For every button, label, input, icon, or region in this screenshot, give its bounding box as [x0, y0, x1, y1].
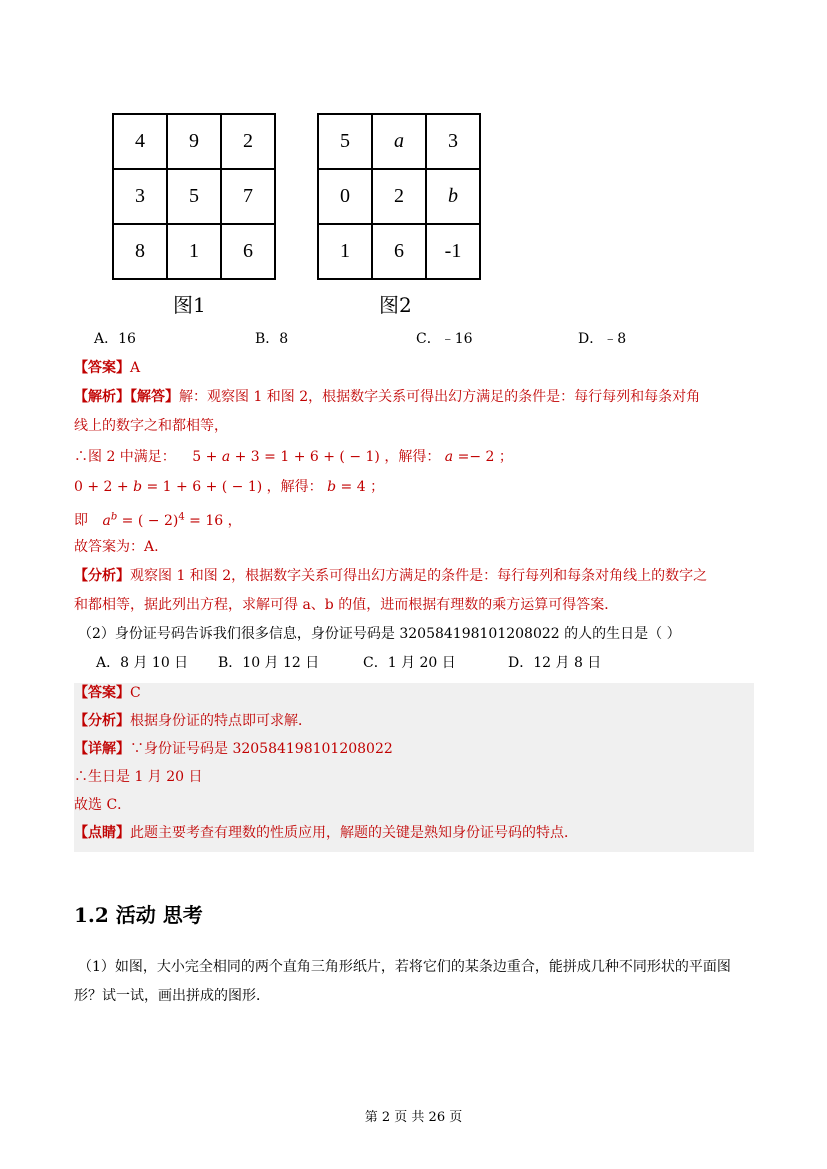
- section-text-2: 形？试一试，画出拼成的图形．: [74, 988, 270, 1004]
- fenxi-text: 观察图 1 和图 2，根据数字关系可得出幻方满足的条件是：每行每列和每条对角线上的数字之: [130, 568, 708, 584]
- q2-conclusion: 故选 C．: [74, 797, 132, 813]
- choice-a: A．16: [94, 331, 136, 347]
- section-text-1: （1）如图，大小完全相同的两个直角三角形纸片，若将它们的某条边重合，能拼成几种不同形状的平面图: [78, 959, 731, 975]
- answer-value: C: [130, 685, 141, 701]
- choice-b: B．10 月 12 日: [218, 655, 320, 671]
- grid-cell: 6: [372, 224, 426, 279]
- choice-d: D．﹣8: [578, 331, 627, 347]
- choice-a: A．8 月 10 日: [96, 655, 189, 671]
- magic-square-figure-2: [317, 113, 481, 280]
- grid-cell: 3: [113, 169, 167, 224]
- xiangjie-tag: 【详解】: [74, 741, 130, 757]
- grid-cell-variable-b: b: [426, 169, 480, 224]
- answer-tag: 【答案】: [74, 685, 130, 701]
- section-heading: 1.2 活动 思考: [74, 903, 203, 927]
- grid-cell: 1: [167, 224, 221, 279]
- analysis-tag: 【解析】【解答】: [74, 389, 179, 405]
- grid-cell: 8: [113, 224, 167, 279]
- figure-1-caption: 图1: [173, 293, 206, 317]
- fenxi-tag: 【分析】: [74, 713, 130, 729]
- grid-cell: 4: [113, 114, 167, 169]
- q1-step-1: [74, 447, 513, 467]
- grid-cell: 6: [221, 224, 275, 279]
- choice-b: B．8: [255, 331, 289, 347]
- step-3-equation: $a^b$ = ( − 2)$^4$ = 16 ，: [102, 511, 242, 529]
- q2-answer: [74, 683, 141, 703]
- analysis-text: 解：观察图 1 和图 2，根据数字关系可得出幻方满足的条件是：每行每列和每条对角: [179, 389, 701, 405]
- q2-question: （2）身份证号码告诉我们很多信息，身份证号码是 320584198101208022 的人的生日是（ ）: [78, 626, 681, 642]
- q2-xiangjie: [74, 739, 393, 759]
- q1-step-2: [74, 477, 384, 497]
- q1-fenxi: [74, 566, 707, 586]
- q1-fenxi-cont: 和都相等，据此列出方程，求解可得 a、b 的值，进而根据有理数的乘方运算可得答案．: [74, 597, 619, 613]
- q1-conclusion: 故答案为：A.: [74, 539, 159, 555]
- grid-cell-variable-a: a: [372, 114, 426, 169]
- answer-tag: 【答案】: [74, 360, 130, 376]
- q1-answer: [74, 358, 140, 378]
- step-3-prefix: 即: [74, 512, 88, 529]
- grid-cell: 7: [221, 169, 275, 224]
- grid-cell: 5: [318, 114, 372, 169]
- q2-dianjing: [74, 823, 578, 843]
- magic-square-figure-1: [112, 113, 276, 280]
- q2-fenxi: [74, 711, 312, 731]
- grid-cell: -1: [426, 224, 480, 279]
- grid-cell: 2: [221, 114, 275, 169]
- step-2-equation: 0 + 2 + b = 1 + 6 + ( − 1) ，解得： b = 4 ；: [74, 479, 385, 495]
- dianjing-text: 此题主要考查有理数的性质应用，解题的关键是熟知身份证号码的特点．: [130, 825, 578, 841]
- page-footer: 第 2 页 共 26 页: [364, 1110, 463, 1125]
- figure-2-caption: 图2: [379, 293, 412, 317]
- grid-cell: 5: [167, 169, 221, 224]
- dianjing-tag: 【点睛】: [74, 825, 130, 841]
- choice-d: D．12 月 8 日: [508, 655, 602, 671]
- step-1-equation: 5 + a + 3 = 1 + 6 + ( − 1) ，解得： a =− 2 ；: [192, 449, 513, 465]
- q2-birthday: ∴生日是 1 月 20 日: [74, 769, 203, 785]
- grid-cell: 0: [318, 169, 372, 224]
- q1-analysis-cont: 线上的数字之和都相等，: [74, 418, 228, 434]
- xiangjie-text: ∵身份证号码是 320584198101208022: [130, 741, 393, 757]
- grid-cell: 2: [372, 169, 426, 224]
- grid-cell: 3: [426, 114, 480, 169]
- q1-analysis: [74, 387, 700, 407]
- answer-value: A: [130, 360, 141, 376]
- step-1-prefix: ∴图 2 中满足：: [74, 449, 176, 465]
- grid-cell: 9: [167, 114, 221, 169]
- grid-cell: 1: [318, 224, 372, 279]
- fenxi-text: 根据身份证的特点即可求解．: [130, 713, 312, 729]
- q2-choices: [0, 653, 827, 673]
- choice-c: C．﹣16: [416, 331, 473, 347]
- q1-step-3: [74, 507, 242, 531]
- q1-choices: [0, 329, 827, 349]
- choice-c: C．1 月 20 日: [363, 655, 456, 671]
- fenxi-tag: 【分析】: [74, 568, 130, 584]
